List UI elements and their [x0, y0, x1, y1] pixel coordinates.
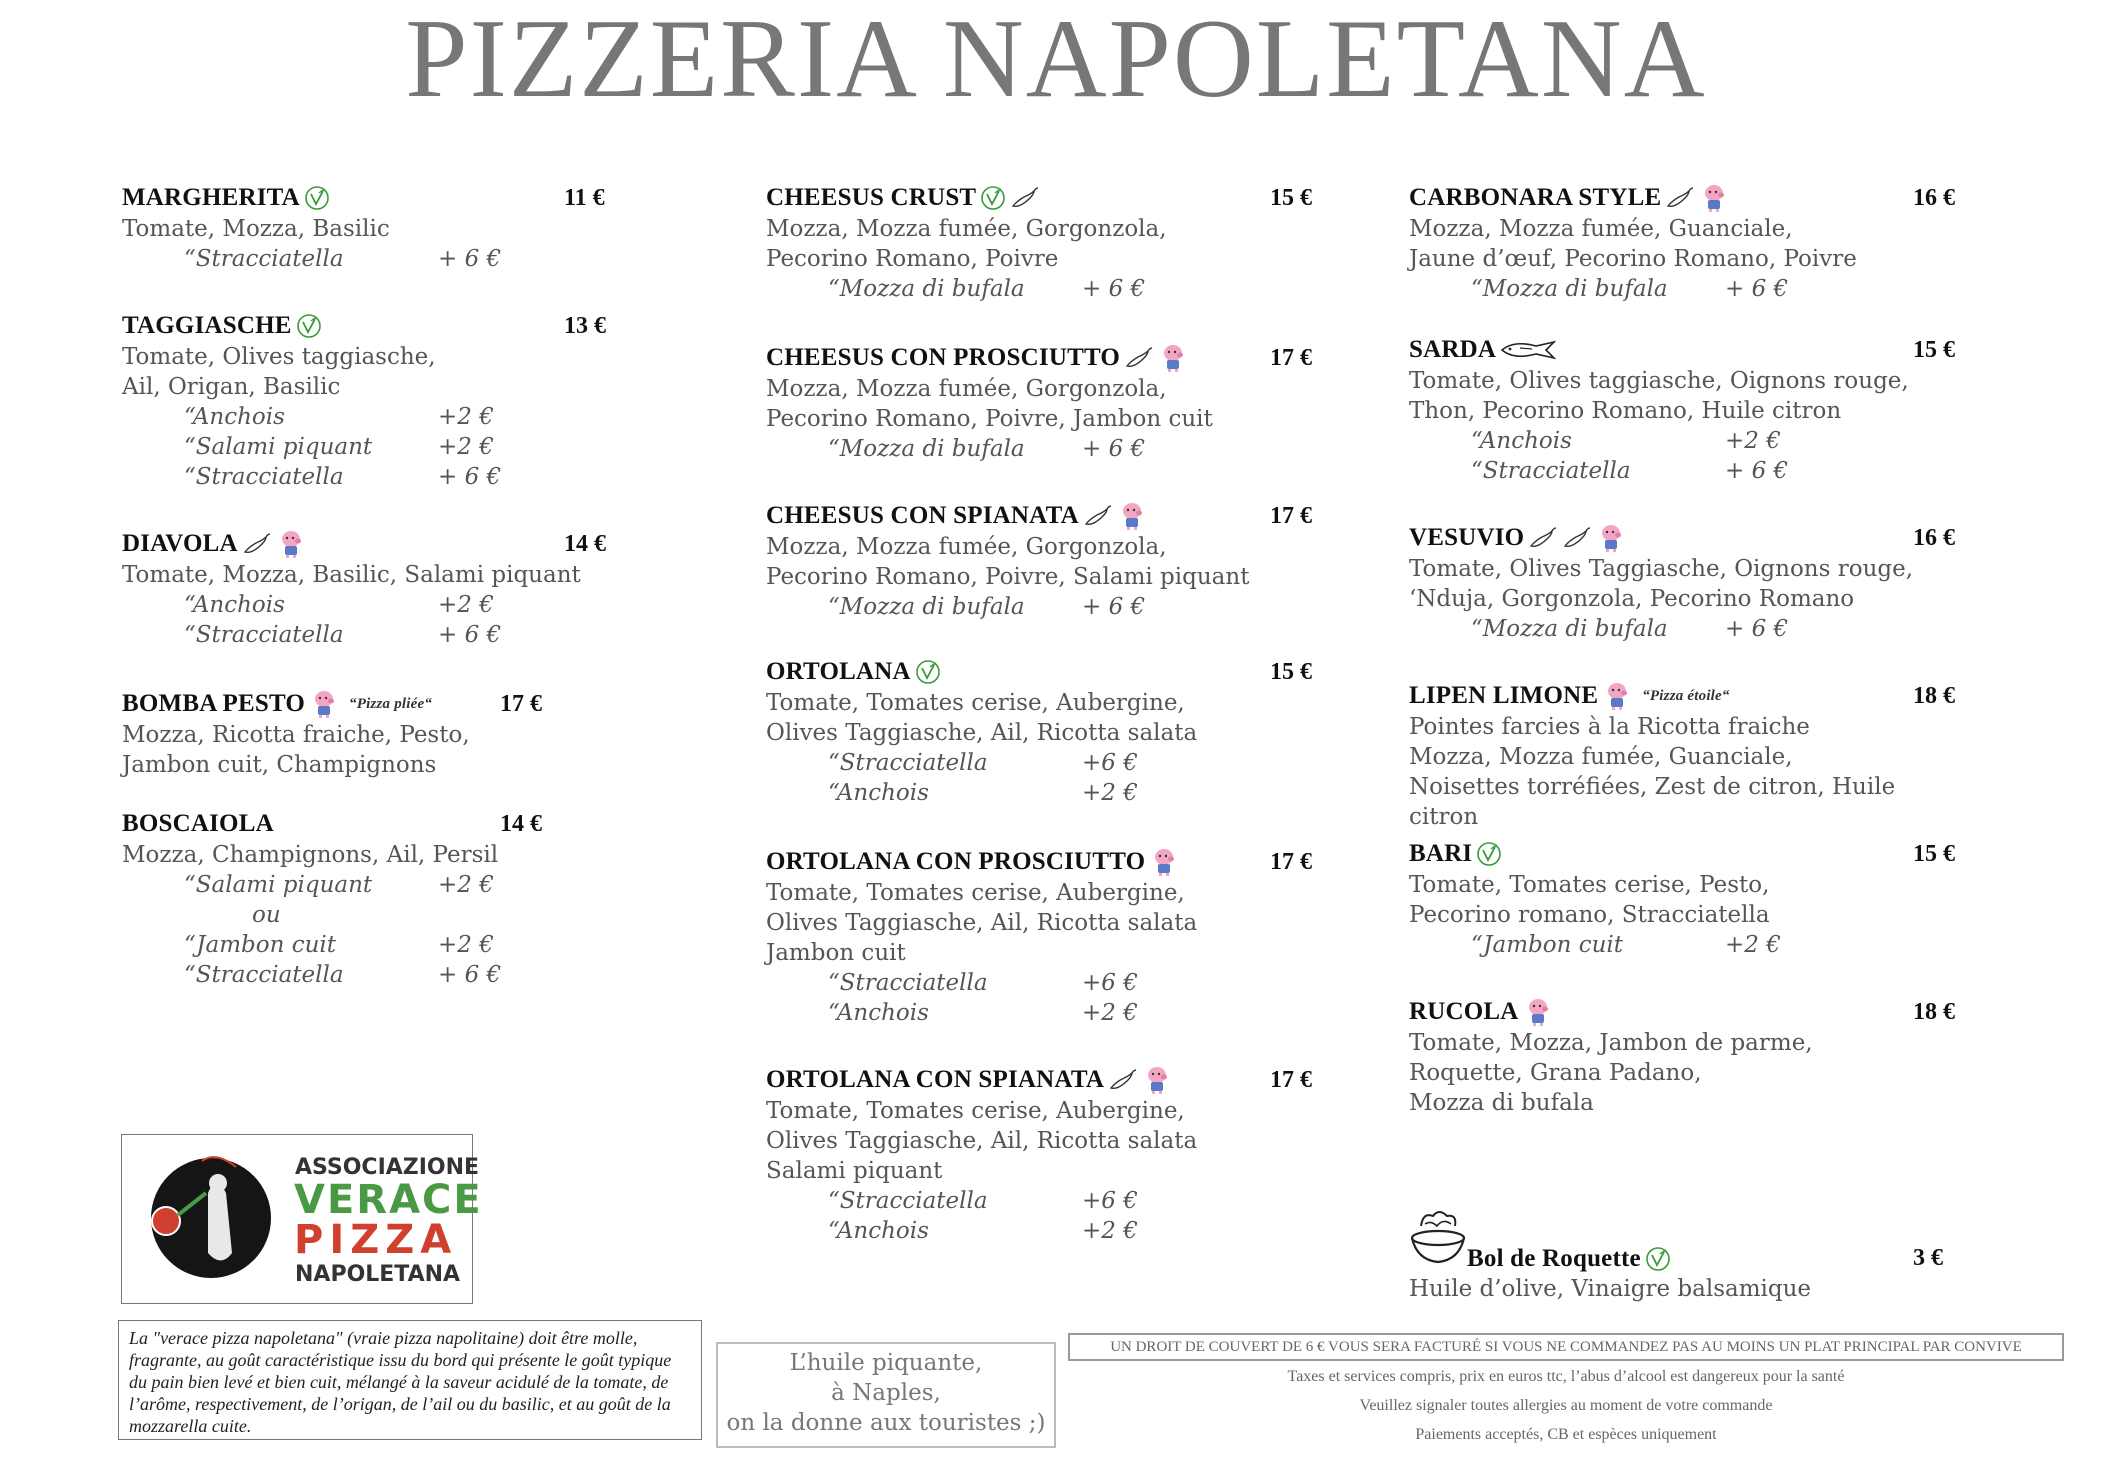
item-option: [122, 402, 622, 432]
option-price: + 6 €: [438, 246, 502, 272]
option-name: “Jambon cuit: [184, 932, 337, 958]
pork-icon: [1602, 681, 1632, 711]
item-option: [766, 778, 1326, 808]
menu-item-cheesus-con-spianata: [766, 500, 1326, 656]
item-price: 18 €: [1913, 683, 1955, 709]
menu-column-3: [1409, 182, 1969, 1118]
chili-pepper-icon: [242, 532, 272, 556]
option-name: “Stracciatella: [184, 464, 344, 490]
item-description: Tomate, Olives taggiasche, Ail, Origan, Basilic: [122, 344, 436, 400]
option-name: “Anchois: [828, 1218, 929, 1244]
item-option: [122, 620, 622, 650]
option-price: +6 €: [1082, 750, 1138, 776]
item-name: LIPEN LIMONE: [1409, 682, 1599, 709]
option-price: +2 €: [438, 592, 494, 618]
option-name: “Anchois: [184, 404, 285, 430]
item-name: BARI: [1409, 840, 1473, 867]
pork-icon: [1523, 997, 1553, 1027]
item-price: 13 €: [564, 313, 606, 339]
menu-item-ortolana: [766, 656, 1326, 846]
item-name: CHEESUS CON SPIANATA: [766, 502, 1079, 529]
logo-line-verace: VERACE: [294, 1177, 483, 1223]
option-price: + 6 €: [1082, 276, 1146, 302]
item-option: [1409, 274, 1969, 304]
option-price: + 6 €: [1082, 594, 1146, 620]
pork-icon: [1699, 183, 1729, 213]
item-option: [766, 1186, 1326, 1216]
chili-pepper-icon: [1108, 1068, 1138, 1092]
option-name: “Mozza di bufala: [1471, 276, 1668, 302]
menu-item-rucola: [1409, 996, 1969, 1118]
footer-taxes: Taxes et services compris, prix en euros ttc, l’abus d’alcool est dangereux pour la santé: [1287, 1368, 1845, 1385]
vegetarian-icon: [915, 659, 941, 685]
option-name: “Mozza di bufala: [828, 594, 1025, 620]
option-name: “Stracciatella: [1471, 458, 1631, 484]
option-price: + 6 €: [1725, 276, 1789, 302]
option-name: “Mozza di bufala: [828, 436, 1025, 462]
menu-item-taggiasche: [122, 310, 622, 528]
chili-pepper-icon: [1665, 186, 1695, 210]
item-price: 11 €: [564, 185, 605, 211]
item-option: [1409, 456, 1969, 486]
option-name: “Stracciatella: [828, 750, 988, 776]
menu-item-carbonara-style: [1409, 182, 1969, 334]
option-price: +2 €: [438, 404, 494, 430]
item-price: 16 €: [1913, 185, 1955, 211]
item-name: ORTOLANA CON PROSCIUTTO: [766, 848, 1146, 875]
item-option: [122, 244, 622, 274]
option-price: +6 €: [1082, 1188, 1138, 1214]
option-name: “Stracciatella: [184, 246, 344, 272]
menu-item-bari: [1409, 838, 1969, 996]
menu-item-margherita: [122, 182, 622, 310]
pork-icon: [1149, 847, 1179, 877]
item-option: [766, 748, 1326, 778]
vegetarian-icon: [304, 185, 330, 211]
option-price: +2 €: [438, 872, 494, 898]
menu-item-boscaiola: [122, 808, 622, 990]
item-price: 15 €: [1270, 185, 1312, 211]
item-price: 15 €: [1913, 337, 1955, 363]
item-description: Tomate, Olives Taggiasche, Oignons rouge, ‘Nduja, Gorgonzola, Pecorino Romano: [1409, 556, 1914, 612]
logo-line-pizza: PIZZA: [294, 1217, 458, 1263]
option-name: “Stracciatella: [184, 622, 344, 648]
option-name: “Stracciatella: [828, 1188, 988, 1214]
option-name: “Anchois: [184, 592, 285, 618]
item-option: [766, 998, 1326, 1028]
item-option: [766, 968, 1326, 998]
item-note: “Pizza étoile“: [1642, 688, 1730, 704]
item-price: 17 €: [1270, 1067, 1312, 1093]
item-price: 18 €: [1913, 999, 1955, 1025]
logo-line-associazione: ASSOCIAZIONE: [295, 1155, 480, 1180]
item-name: CHEESUS CRUST: [766, 184, 977, 211]
footer-allergies: Veuillez signaler toutes allergies au moment de votre commande: [1359, 1397, 1773, 1414]
item-description: Tomate, Mozza, Basilic, Salami piquant: [122, 562, 581, 588]
item-name: ORTOLANA CON SPIANATA: [766, 1066, 1105, 1093]
item-name: VESUVIO: [1409, 524, 1525, 551]
item-option: [1409, 426, 1969, 456]
item-description: Tomate, Olives taggiasche, Oignons rouge, Thon, Pecorino Romano, Huile citron: [1409, 368, 1909, 424]
item-price: 17 €: [1270, 503, 1312, 529]
item-description: Mozza, Mozza fumée, Guanciale, Jaune d’œuf, Pecorino Romano, Poivre: [1409, 216, 1857, 272]
option-price: +6 €: [1082, 970, 1138, 996]
vegetarian-icon: [1645, 1246, 1671, 1272]
vegetarian-icon: [1476, 841, 1502, 867]
item-price: 14 €: [500, 811, 542, 837]
item-note: “Pizza pliée“: [349, 696, 433, 712]
item-option-or: [122, 900, 622, 930]
menu-item-ortolana-con-spianata: [766, 1064, 1326, 1246]
item-option: [766, 592, 1326, 622]
menu-item-cheesus-con-prosciutto: [766, 342, 1326, 500]
pizzaiolo-emblem-icon: [146, 1153, 276, 1283]
option-price: + 6 €: [1725, 616, 1789, 642]
pork-icon: [1117, 501, 1147, 531]
item-description: Mozza, Mozza fumée, Gorgonzola, Pecorino Romano, Poivre, Jambon cuit: [766, 376, 1213, 432]
item-option: [122, 960, 622, 990]
item-description: Tomate, Tomates cerise, Aubergine, Olives Taggiasche, Ail, Ricotta salata: [766, 690, 1198, 746]
item-option: [122, 590, 622, 620]
item-name: BOMBA PESTO: [122, 690, 306, 717]
item-name: Bol de Roquette: [1467, 1245, 1641, 1272]
item-option: [1409, 930, 1969, 960]
pork-icon: [1158, 343, 1188, 373]
item-description: Tomate, Tomates cerise, Pesto, Pecorino romano, Stracciatella: [1409, 872, 1770, 928]
huile-piquante-note: L’huile piquante, à Naples, on la donne aux touristes ;): [716, 1342, 1056, 1448]
item-description: Pointes farcies à la Ricotta fraiche Mozza, Mozza fumée, Guanciale, Noisettes torréfiées, Zest de citron, Huile citron: [1409, 714, 1896, 830]
page-title: PIZZERIA NAPOLETANA: [405, 0, 1707, 121]
menu-item-sarda: [1409, 334, 1969, 522]
item-description: Tomate, Tomates cerise, Aubergine, Olives Taggiasche, Ail, Ricotta salata Jambon cuit: [766, 880, 1198, 966]
item-price: 16 €: [1913, 525, 1955, 551]
option-name: “Salami piquant: [184, 872, 373, 898]
option-name: “Anchois: [1471, 428, 1572, 454]
item-name: MARGHERITA: [122, 184, 300, 211]
logo-line-napoletana: NAPOLETANA: [295, 1262, 461, 1287]
item-price: 17 €: [1270, 849, 1312, 875]
item-description: Tomate, Mozza, Basilic: [122, 216, 390, 242]
chili-pepper-icon: [1083, 504, 1113, 528]
vegetarian-icon: [296, 313, 322, 339]
item-description: Tomate, Mozza, Jambon de parme, Roquette, Grana Padano, Mozza di bufala: [1409, 1030, 1813, 1116]
salad-bowl-icon: [1409, 1208, 1467, 1270]
option-name: “Mozza di bufala: [1471, 616, 1668, 642]
option-name: “Salami piquant: [184, 434, 373, 460]
item-option: [122, 930, 622, 960]
item-name: DIAVOLA: [122, 530, 238, 557]
item-name: SARDA: [1409, 336, 1497, 363]
option-name: “Stracciatella: [184, 962, 344, 988]
option-name: “Anchois: [828, 780, 929, 806]
option-name: “Mozza di bufala: [828, 276, 1025, 302]
menu-item-cheesus-crust: [766, 182, 1326, 342]
item-option: [766, 274, 1326, 304]
vegetarian-icon: [980, 185, 1006, 211]
item-option: [122, 462, 622, 492]
item-price: 3 €: [1913, 1245, 1943, 1271]
menu-item-bomba-pesto: [122, 688, 622, 808]
option-price: +2 €: [1082, 1000, 1138, 1026]
option-price: + 6 €: [438, 962, 502, 988]
item-price: 14 €: [564, 531, 606, 557]
item-description: Mozza, Champignons, Ail, Persil: [122, 842, 499, 868]
option-name: “Jambon cuit: [1471, 932, 1624, 958]
verace-pizza-info: La "verace pizza napoletana" (vraie pizza napolitaine) doit être molle, fragrante, au goût caractéristique issu du bord qui présente le goût typique du pain bien levé et bien cuit, mélangé à la saveur acidulé de la tomate, de l’arôme, respectivement, de l’origan, de l’ail ou du basilic, et au goût de la mozzarella cuite.: [118, 1320, 702, 1440]
pork-icon: [309, 689, 339, 719]
avpn-logo: [121, 1134, 483, 1304]
option-price: +2 €: [1082, 1218, 1138, 1244]
menu-item-lipen-limone: [1409, 680, 1969, 838]
option-price: +2 €: [438, 434, 494, 460]
menu-item-ortolana-con-prosciutto: [766, 846, 1326, 1064]
option-price: +2 €: [1725, 428, 1781, 454]
item-name: TAGGIASCHE: [122, 312, 292, 339]
menu-column-1: [122, 182, 622, 990]
menu-item-diavola: [122, 528, 622, 688]
option-name: “Stracciatella: [828, 970, 988, 996]
item-name: CARBONARA STYLE: [1409, 184, 1662, 211]
option-price: +2 €: [438, 932, 494, 958]
item-description: Huile d’olive, Vinaigre balsamique: [1409, 1276, 1812, 1302]
chili-pepper-icon: [1124, 346, 1154, 370]
option-price: + 6 €: [438, 622, 502, 648]
option-name: “Anchois: [828, 1000, 929, 1026]
option-price: +2 €: [1725, 932, 1781, 958]
item-option: [766, 1216, 1326, 1246]
item-description: Mozza, Ricotta fraiche, Pesto, Jambon cuit, Champignons: [122, 722, 470, 778]
item-name: CHEESUS CON PROSCIUTTO: [766, 344, 1121, 371]
item-name: ORTOLANA: [766, 658, 911, 685]
pork-icon: [1596, 523, 1626, 553]
chili-pepper-icon: [1562, 526, 1592, 550]
item-price: 17 €: [1270, 345, 1312, 371]
option-name: ou: [252, 902, 281, 928]
pork-icon: [276, 529, 306, 559]
item-name: RUCOLA: [1409, 998, 1519, 1025]
option-price: + 6 €: [1725, 458, 1789, 484]
chili-pepper-icon: [1528, 526, 1558, 550]
option-price: + 6 €: [438, 464, 502, 490]
item-price: 15 €: [1270, 659, 1312, 685]
item-option: [122, 870, 622, 900]
item-name: BOSCAIOLA: [122, 810, 274, 837]
option-price: + 6 €: [1082, 436, 1146, 462]
item-description: Mozza, Mozza fumée, Gorgonzola, Pecorino Romano, Poivre: [766, 216, 1167, 272]
chili-pepper-icon: [1010, 186, 1040, 210]
cover-charge-notice: UN DROIT DE COUVERT DE 6 € VOUS SERA FACTURÉ SI VOUS NE COMMANDEZ PAS AU MOINS UN PLAT PRINCIPAL PAR CONVIVE: [1068, 1333, 2064, 1361]
item-price: 17 €: [500, 691, 542, 717]
item-price: 15 €: [1913, 841, 1955, 867]
item-option: [766, 434, 1326, 464]
menu-item-vesuvio: [1409, 522, 1969, 680]
fish-icon: [1500, 338, 1556, 362]
menu-column-2: [766, 182, 1326, 1246]
item-option: [122, 432, 622, 462]
item-description: Mozza, Mozza fumée, Gorgonzola, Pecorino Romano, Poivre, Salami piquant: [766, 534, 1250, 590]
pork-icon: [1142, 1065, 1172, 1095]
option-price: +2 €: [1082, 780, 1138, 806]
item-description: Tomate, Tomates cerise, Aubergine, Olives Taggiasche, Ail, Ricotta salata Salami piquant: [766, 1098, 1198, 1184]
footer-payments: Paiements acceptés, CB et espèces uniquement: [1415, 1426, 1717, 1443]
item-option: [1409, 614, 1969, 644]
